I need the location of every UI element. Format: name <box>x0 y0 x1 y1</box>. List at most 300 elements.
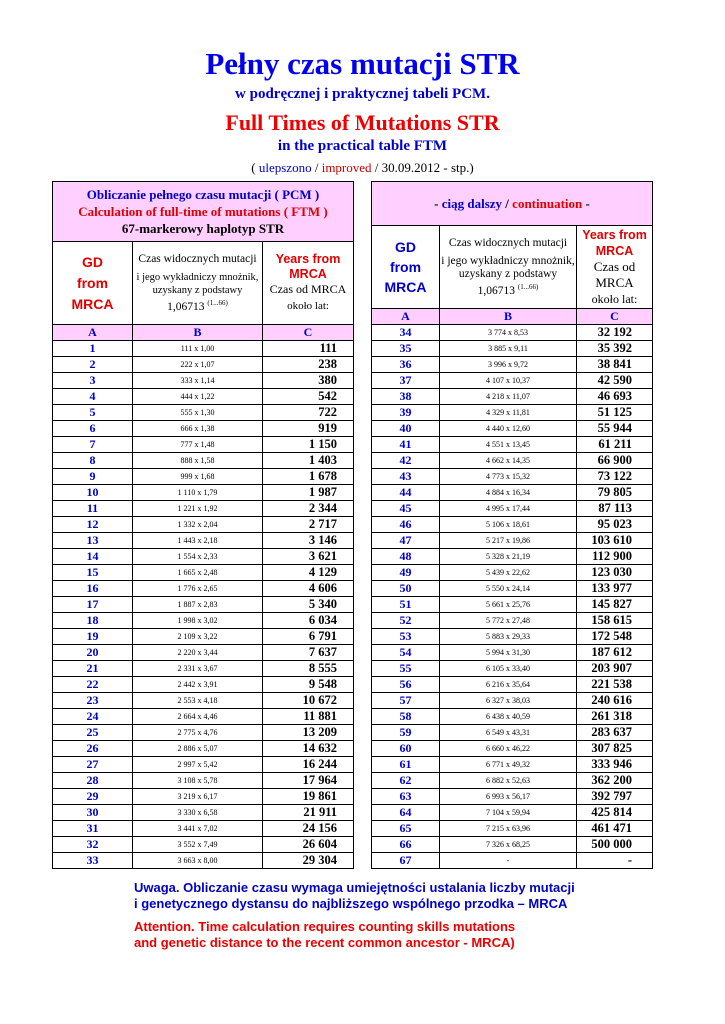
col-letter-b: B <box>133 325 263 341</box>
mutation-time-value: 5 439 x 22,62 <box>440 565 577 581</box>
right-table-body <box>372 325 653 869</box>
gd-value: 43 <box>372 469 440 485</box>
table-row <box>372 549 653 565</box>
gd-value: 14 <box>53 549 133 565</box>
mutation-time-value: 3 663 x 8,00 <box>133 853 263 869</box>
years-value: 240 616 <box>577 693 653 709</box>
years-value: 87 113 <box>577 501 653 517</box>
mutation-time-value: 6 438 x 40,59 <box>440 709 577 725</box>
mutation-time-value: 5 217 x 19,86 <box>440 533 577 549</box>
gd-value: 32 <box>53 837 133 853</box>
table-row <box>53 661 354 677</box>
mutation-time-value: 5 550 x 24,14 <box>440 581 577 597</box>
gd-value: 44 <box>372 485 440 501</box>
gd-value: 61 <box>372 757 440 773</box>
years-value: 500 000 <box>577 837 653 853</box>
table-row <box>53 453 354 469</box>
gd-value: 11 <box>53 501 133 517</box>
table-row <box>372 837 653 853</box>
table-row <box>372 437 653 453</box>
table-row <box>53 693 354 709</box>
years-value: - <box>577 853 653 869</box>
col-b-sup: (1...66) <box>207 298 228 307</box>
gd-value: 54 <box>372 645 440 661</box>
gd-value: 29 <box>53 789 133 805</box>
mutation-time-value: 5 994 x 31,30 <box>440 645 577 661</box>
years-value: 4 606 <box>263 581 354 597</box>
years-value: 722 <box>263 405 354 421</box>
version-polish: ulepszono <box>258 160 312 175</box>
years-value: 19 861 <box>263 789 354 805</box>
mutation-time-value: 4 218 x 11,07 <box>440 389 577 405</box>
mutation-time-value: 666 x 1,38 <box>133 421 263 437</box>
caption-polish: Obliczanie pełnego czasu mutacji ( PCM ) <box>86 187 320 202</box>
note-english-line1: Attention. Time calculation requires counting skills mutations <box>134 919 516 934</box>
mutation-time-value: 3 774 x 8,53 <box>440 325 577 341</box>
gd-value: 42 <box>372 453 440 469</box>
col-c-czas: Czas od MRCA <box>593 259 636 290</box>
table-row <box>372 341 653 357</box>
gd-value: 33 <box>53 853 133 869</box>
title-english: Full Times of Mutations STR <box>225 110 500 135</box>
years-value: 14 632 <box>263 741 354 757</box>
col-letter-b: B <box>440 309 577 325</box>
col-b-sup: (1...66) <box>517 282 539 291</box>
col-c-years: Years from MRCA <box>275 252 341 281</box>
gd-value: 35 <box>372 341 440 357</box>
mutation-time-value: 1 998 x 3,02 <box>133 613 263 629</box>
table-row <box>372 789 653 805</box>
table-row <box>372 597 653 613</box>
caption-separator: / <box>502 195 513 211</box>
years-value: 283 637 <box>577 725 653 741</box>
years-value: 38 841 <box>577 357 653 373</box>
gd-value: 45 <box>372 501 440 517</box>
mutation-time-value: 1 332 x 2,04 <box>133 517 263 533</box>
years-value: 5 340 <box>263 597 354 613</box>
table-row <box>372 389 653 405</box>
mutation-time-value: 333 x 1,14 <box>133 373 263 389</box>
table-row <box>372 757 653 773</box>
mutation-time-value: 4 551 x 13,45 <box>440 437 577 453</box>
gd-label: GD <box>395 239 416 255</box>
table-row <box>53 389 354 405</box>
table-row <box>53 437 354 453</box>
gd-value: 53 <box>372 629 440 645</box>
years-value: 29 304 <box>263 853 354 869</box>
mutation-time-value: 5 106 x 18,61 <box>440 517 577 533</box>
gd-value: 5 <box>53 405 133 421</box>
mutation-time-value: 2 220 x 3,44 <box>133 645 263 661</box>
mutation-time-value: 1 887 x 2,83 <box>133 597 263 613</box>
table-row <box>372 821 653 837</box>
mutation-time-value: 1 776 x 2,65 <box>133 581 263 597</box>
mutation-time-value: - <box>440 853 577 869</box>
mutation-time-value: 3 108 x 5,78 <box>133 773 263 789</box>
mutation-time-value: 5 328 x 21,19 <box>440 549 577 565</box>
col-c-czas: Czas od MRCA <box>269 282 347 296</box>
mutation-time-value: 5 772 x 27,48 <box>440 613 577 629</box>
version-open: ( <box>251 160 259 175</box>
years-value: 123 030 <box>577 565 653 581</box>
mutation-time-value: 2 553 x 4,18 <box>133 693 263 709</box>
table-row <box>372 853 653 869</box>
col-letter-c: C <box>577 309 653 325</box>
years-value: 61 211 <box>577 437 653 453</box>
mutation-time-value: 5 661 x 25,76 <box>440 597 577 613</box>
table-row <box>372 469 653 485</box>
gd-value: 46 <box>372 517 440 533</box>
table-row <box>372 741 653 757</box>
gd-value: 25 <box>53 725 133 741</box>
table-row <box>372 629 653 645</box>
table-row <box>53 805 354 821</box>
years-value: 392 797 <box>577 789 653 805</box>
mutation-time-value: 7 326 x 68,25 <box>440 837 577 853</box>
mutation-time-value: 1 665 x 2,48 <box>133 565 263 581</box>
gd-value: 40 <box>372 421 440 437</box>
years-value: 17 964 <box>263 773 354 789</box>
caption-haplotype: 67-markerowy haplotyp STR <box>121 221 285 236</box>
mutation-time-value: 3 552 x 7,49 <box>133 837 263 853</box>
table-row <box>53 533 354 549</box>
table-row <box>372 373 653 389</box>
gd-value: 60 <box>372 741 440 757</box>
right-table-caption <box>372 182 653 226</box>
years-value: 2 717 <box>263 517 354 533</box>
mutation-time-value: 222 x 1,07 <box>133 357 263 373</box>
col-header-gd <box>53 242 133 325</box>
years-value: 16 244 <box>263 757 354 773</box>
mutation-time-value: 2 886 x 5,07 <box>133 741 263 757</box>
mutation-time-value: 4 329 x 11,81 <box>440 405 577 421</box>
years-value: 10 672 <box>263 693 354 709</box>
years-value: 362 200 <box>577 773 653 789</box>
table-row <box>53 741 354 757</box>
mutation-time-value: 6 549 x 43,31 <box>440 725 577 741</box>
gd-value: 17 <box>53 597 133 613</box>
table-row <box>372 485 653 501</box>
years-value: 3 146 <box>263 533 354 549</box>
years-value: 4 129 <box>263 565 354 581</box>
gd-value: 34 <box>372 325 440 341</box>
gd-value: 8 <box>53 453 133 469</box>
years-value: 145 827 <box>577 597 653 613</box>
gd-value: 19 <box>53 629 133 645</box>
col-c-okolo: około lat: <box>287 300 329 312</box>
col-header-c <box>263 242 354 325</box>
mutation-time-value: 2 997 x 5,42 <box>133 757 263 773</box>
table-row <box>372 693 653 709</box>
years-value: 55 944 <box>577 421 653 437</box>
table-row <box>372 357 653 373</box>
note-english-line2: and genetic distance to the recent common ancestor - MRCA) <box>134 935 515 950</box>
gd-value: 52 <box>372 613 440 629</box>
mutation-time-value: 2 331 x 3,67 <box>133 661 263 677</box>
table-row <box>372 661 653 677</box>
gd-value: 28 <box>53 773 133 789</box>
mutation-time-value: 4 773 x 15,32 <box>440 469 577 485</box>
table-row <box>53 565 354 581</box>
gd-value: 39 <box>372 405 440 421</box>
col-b-line2: i jego wykładniczy mnożnik, uzyskany z podstawy <box>136 271 259 296</box>
gd-value: 10 <box>53 485 133 501</box>
mutation-time-value: 888 x 1,58 <box>133 453 263 469</box>
years-value: 1 150 <box>263 437 354 453</box>
table-row <box>53 837 354 853</box>
years-value: 6 791 <box>263 629 354 645</box>
gd-value: 31 <box>53 821 133 837</box>
note-polish-line2: i genetycznego dystansu do najbliższego wspólnego przodka – MRCA <box>134 896 568 911</box>
years-value: 42 590 <box>577 373 653 389</box>
table-row <box>372 709 653 725</box>
years-value: 24 156 <box>263 821 354 837</box>
years-value: 221 538 <box>577 677 653 693</box>
title-polish: Pełny czas mutacji STR <box>205 46 520 81</box>
years-value: 46 693 <box>577 389 653 405</box>
table-row <box>53 581 354 597</box>
mutation-time-value: 1 443 x 2,18 <box>133 533 263 549</box>
table-row <box>53 645 354 661</box>
gd-value: 63 <box>372 789 440 805</box>
years-value: 425 814 <box>577 805 653 821</box>
gd-value: 21 <box>53 661 133 677</box>
years-value: 9 548 <box>263 677 354 693</box>
gd-value: 6 <box>53 421 133 437</box>
mutation-time-value: 2 109 x 3,22 <box>133 629 263 645</box>
gd-value: 24 <box>53 709 133 725</box>
mutation-time-value: 6 771 x 49,32 <box>440 757 577 773</box>
mutation-time-value: 5 883 x 29,33 <box>440 629 577 645</box>
gd-value: 65 <box>372 821 440 837</box>
mutation-time-value: 4 995 x 17,44 <box>440 501 577 517</box>
mutation-time-value: 1 221 x 1,92 <box>133 501 263 517</box>
table-row <box>53 821 354 837</box>
table-row <box>53 469 354 485</box>
table-row <box>372 517 653 533</box>
gd-value: 37 <box>372 373 440 389</box>
caption-english: Calculation of full-time of mutations ( FTM ) <box>78 204 328 219</box>
gd-value: 50 <box>372 581 440 597</box>
years-value: 172 548 <box>577 629 653 645</box>
left-table-body <box>53 341 354 869</box>
years-value: 7 637 <box>263 645 354 661</box>
version-separator: / <box>311 160 322 175</box>
years-value: 542 <box>263 389 354 405</box>
table-row <box>53 373 354 389</box>
table-row <box>372 613 653 629</box>
caption-continued-polish: ciąg dalszy <box>441 195 503 211</box>
table-row <box>53 629 354 645</box>
mutation-time-value: 4 107 x 10,37 <box>440 373 577 389</box>
mutation-time-value: 6 993 x 56,17 <box>440 789 577 805</box>
years-value: 187 612 <box>577 645 653 661</box>
table-row <box>53 501 354 517</box>
gd-value: 18 <box>53 613 133 629</box>
table-row <box>53 597 354 613</box>
gd-value: 9 <box>53 469 133 485</box>
mutation-time-value: 1 110 x 1,79 <box>133 485 263 501</box>
table-row <box>372 565 653 581</box>
gd-value: 47 <box>372 533 440 549</box>
table-row <box>372 581 653 597</box>
mutation-time-value: 3 330 x 6,58 <box>133 805 263 821</box>
years-value: 111 <box>263 341 354 357</box>
left-table-caption <box>53 182 354 242</box>
caption-continued-english: continuation <box>512 195 583 211</box>
mutation-time-value: 6 882 x 52,63 <box>440 773 577 789</box>
table-row <box>372 405 653 421</box>
col-header-gd <box>372 226 440 309</box>
years-value: 1 678 <box>263 469 354 485</box>
gd-value: 58 <box>372 709 440 725</box>
table-row <box>372 677 653 693</box>
mutation-time-value: 3 885 x 9,11 <box>440 341 577 357</box>
mutation-time-value: 111 x 1,00 <box>133 341 263 357</box>
gd-value: 7 <box>53 437 133 453</box>
years-value: 261 318 <box>577 709 653 725</box>
years-value: 11 881 <box>263 709 354 725</box>
gd-value: 13 <box>53 533 133 549</box>
years-value: 133 977 <box>577 581 653 597</box>
col-c-okolo: około lat: <box>591 292 638 306</box>
col-c-years: Years from MRCA <box>582 228 647 258</box>
gd-value: 1 <box>53 341 133 357</box>
years-value: 73 122 <box>577 469 653 485</box>
mutation-time-value: 2 664 x 4,46 <box>133 709 263 725</box>
table-row <box>372 773 653 789</box>
gd-value: 41 <box>372 437 440 453</box>
left-table <box>52 181 354 869</box>
col-b-line1: Czas widocznych mutacji <box>138 252 257 265</box>
col-header-b <box>133 242 263 325</box>
col-b-line1: Czas widocznych mutacji <box>448 236 568 249</box>
mrca-label: MRCA <box>71 295 114 312</box>
mutation-time-value: 6 660 x 46,22 <box>440 741 577 757</box>
years-value: 26 604 <box>263 837 354 853</box>
years-value: 35 392 <box>577 341 653 357</box>
gd-value: 4 <box>53 389 133 405</box>
table-row <box>372 805 653 821</box>
mutation-time-value: 4 662 x 14,35 <box>440 453 577 469</box>
mutation-time-value: 555 x 1,30 <box>133 405 263 421</box>
from-label: from <box>76 274 109 291</box>
mutation-time-value: 7 104 x 59,94 <box>440 805 577 821</box>
years-value: 1 987 <box>263 485 354 501</box>
version-line <box>0 160 725 176</box>
mutation-time-value: 3 441 x 7,02 <box>133 821 263 837</box>
years-value: 1 403 <box>263 453 354 469</box>
mutation-time-value: 999 x 1,68 <box>133 469 263 485</box>
table-row <box>53 677 354 693</box>
version-english: improved <box>321 160 372 175</box>
years-value: 380 <box>263 373 354 389</box>
mutation-time-value: 2 442 x 3,91 <box>133 677 263 693</box>
table-row <box>53 517 354 533</box>
gd-value: 64 <box>372 805 440 821</box>
gd-value: 57 <box>372 693 440 709</box>
gd-value: 23 <box>53 693 133 709</box>
col-header-b <box>440 226 577 309</box>
mutation-time-value: 6 327 x 38,03 <box>440 693 577 709</box>
gd-value: 66 <box>372 837 440 853</box>
years-value: 32 192 <box>577 325 653 341</box>
years-value: 238 <box>263 357 354 373</box>
years-value: 919 <box>263 421 354 437</box>
table-row <box>53 613 354 629</box>
col-letter-a: A <box>53 325 133 341</box>
mutation-time-value: 777 x 1,48 <box>133 437 263 453</box>
note-polish-line1: Uwaga. Obliczanie czasu wymaga umiejętności ustalania liczby mutacji <box>134 880 575 895</box>
gd-value: 56 <box>372 677 440 693</box>
right-table <box>371 181 653 869</box>
years-value: 333 946 <box>577 757 653 773</box>
gd-value: 55 <box>372 661 440 677</box>
table-row <box>372 533 653 549</box>
years-value: 79 805 <box>577 485 653 501</box>
gd-value: 26 <box>53 741 133 757</box>
mutation-time-value: 3 219 x 6,17 <box>133 789 263 805</box>
table-row <box>372 501 653 517</box>
mutation-time-value: 7 215 x 63,96 <box>440 821 577 837</box>
table-row <box>53 725 354 741</box>
gd-value: 51 <box>372 597 440 613</box>
gd-value: 22 <box>53 677 133 693</box>
table-row <box>372 725 653 741</box>
col-b-base: 1,06713 <box>167 300 205 313</box>
table-row <box>53 549 354 565</box>
col-letter-a: A <box>372 309 440 325</box>
table-row <box>53 405 354 421</box>
table-row <box>372 453 653 469</box>
table-row <box>53 773 354 789</box>
gd-label: GD <box>82 253 103 270</box>
col-b-line2: i jego wykładniczy mnożnik, uzyskany z podstawy <box>441 254 575 280</box>
table-row <box>53 789 354 805</box>
years-value: 6 034 <box>263 613 354 629</box>
gd-value: 38 <box>372 389 440 405</box>
col-b-base: 1,06713 <box>477 284 516 297</box>
gd-value: 27 <box>53 757 133 773</box>
from-label: from <box>389 259 422 275</box>
table-row <box>53 485 354 501</box>
caption-dash-right: - <box>582 195 590 211</box>
table-row <box>53 357 354 373</box>
mutation-time-value: 4 884 x 16,34 <box>440 485 577 501</box>
gd-value: 20 <box>53 645 133 661</box>
years-value: 51 125 <box>577 405 653 421</box>
years-value: 95 023 <box>577 517 653 533</box>
gd-value: 2 <box>53 357 133 373</box>
gd-value: 49 <box>372 565 440 581</box>
years-value: 103 610 <box>577 533 653 549</box>
gd-value: 36 <box>372 357 440 373</box>
gd-value: 59 <box>372 725 440 741</box>
years-value: 307 825 <box>577 741 653 757</box>
years-value: 112 900 <box>577 549 653 565</box>
table-row <box>53 709 354 725</box>
gd-value: 15 <box>53 565 133 581</box>
col-header-c <box>577 226 653 309</box>
gd-value: 16 <box>53 581 133 597</box>
col-letter-c: C <box>263 325 354 341</box>
mutation-time-value: 4 440 x 12,60 <box>440 421 577 437</box>
years-value: 203 907 <box>577 661 653 677</box>
gd-value: 30 <box>53 805 133 821</box>
mrca-label: MRCA <box>384 279 427 295</box>
years-value: 8 555 <box>263 661 354 677</box>
subtitle-english: in the practical table FTM <box>277 138 448 154</box>
